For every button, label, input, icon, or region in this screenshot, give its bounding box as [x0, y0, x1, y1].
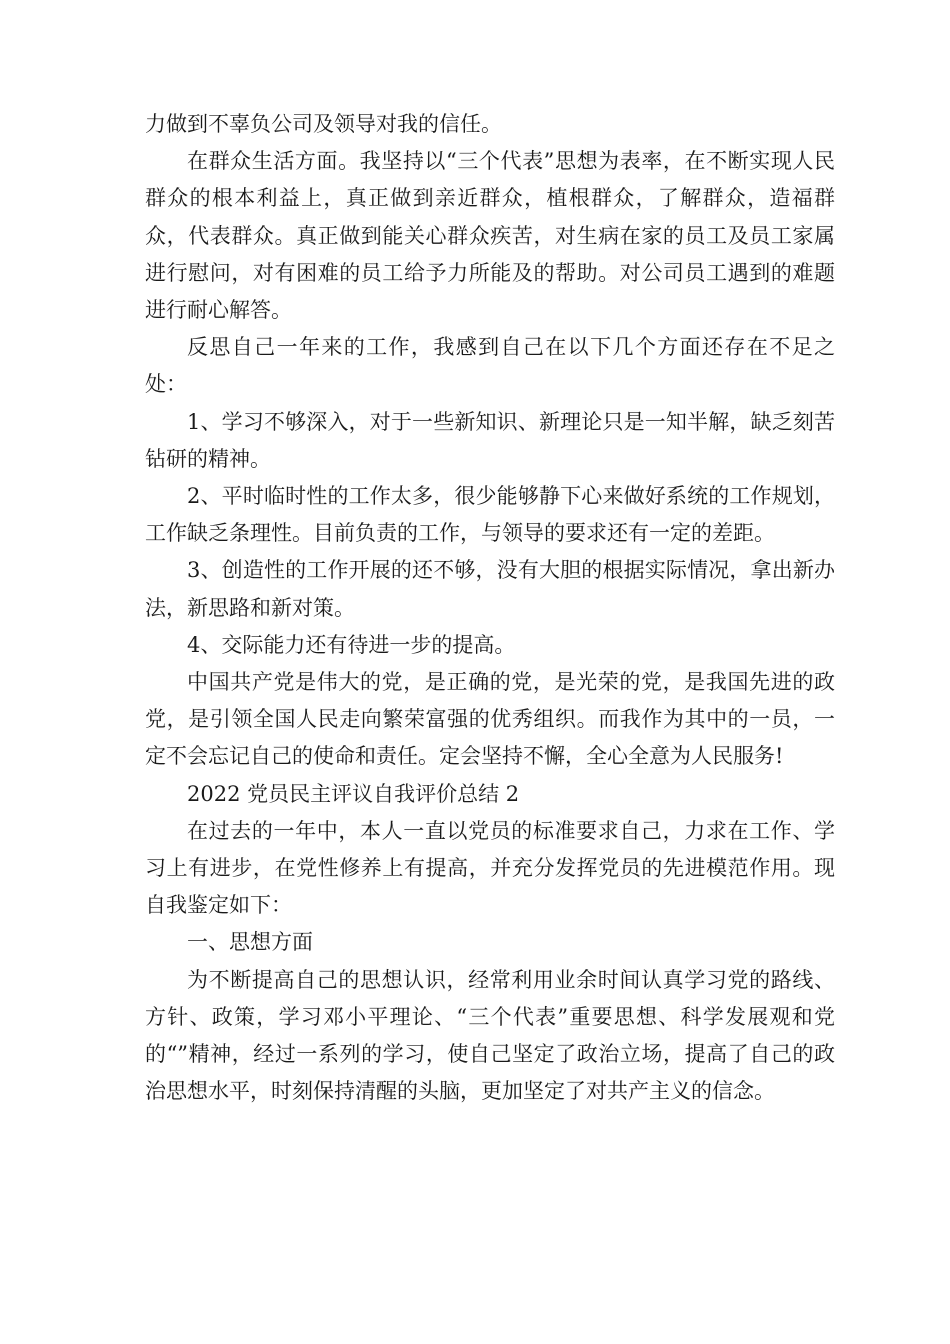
document-body [145, 106, 835, 1110]
paragraph-continuation: 力做到不辜负公司及领导对我的信任。 [145, 112, 502, 136]
list-item-2: 2、平时临时性的工作太多，很少能够静下心来做好系统的工作规划，工作缺乏条理性。目前负责的工作，与领导的要求还有一定的差距。 [145, 484, 835, 546]
list-item-4: 4、交际能力还有待进一步的提高。 [187, 632, 516, 657]
paragraph-mass-life: 在群众生活方面。我坚持以“三个代表”思想为表率，在不断实现人民群众的根本利益上，真正做到亲近群众，植根群众，了解群众，造福群众，代表群众。真正做到能关心群众疾苦，对生病在家的员工及员工家属进行慰问，对有困难的员工给予力所能及的帮助。对公司员工遇到的难题进行耐心解答。 [145, 149, 835, 323]
paragraph-reflection: 反思自己一年来的工作，我感到自己在以下几个方面还存在不足之处： [145, 335, 835, 397]
list-item-3: 3、创造性的工作开展的还不够，没有大胆的根据实际情况，拿出新办法，新思路和新对策。 [145, 558, 835, 620]
section-title: 2022 党员民主评议自我评价总结 2 [187, 781, 520, 806]
paragraph-party: 中国共产党是伟大的党，是正确的党，是光荣的党，是我国先进的政党，是引领全国人民走向繁荣富强的优秀组织。而我作为其中的一员，一定不会忘记自己的使命和责任。定会坚持不懈，全心全意为人民服务! [145, 670, 835, 769]
paragraph-intro: 在过去的一年中，本人一直以党员的标准要求自己，力求在工作、学习上有进步，在党性修养上有提高，并充分发挥党员的先进模范作用。现自我鉴定如下： [145, 818, 835, 918]
list-item-1: 1、学习不够深入，对于一些新知识、新理论只是一知半解，缺乏刻苦钻研的精神。 [145, 409, 835, 471]
subheading-thought: 一、思想方面 [187, 930, 313, 955]
paragraph-thought: 为不断提高自己的思想认识，经常利用业余时间认真学习党的路线、方针、政策，学习邓小平理论、“三个代表”重要思想、科学发展观和党的“”精神，经过一系列的学习，使自己坚定了政治立场，提高了自己的政治思想水平，时刻保持清醒的头脑，更加坚定了对共产主义的信念。 [145, 967, 835, 1104]
